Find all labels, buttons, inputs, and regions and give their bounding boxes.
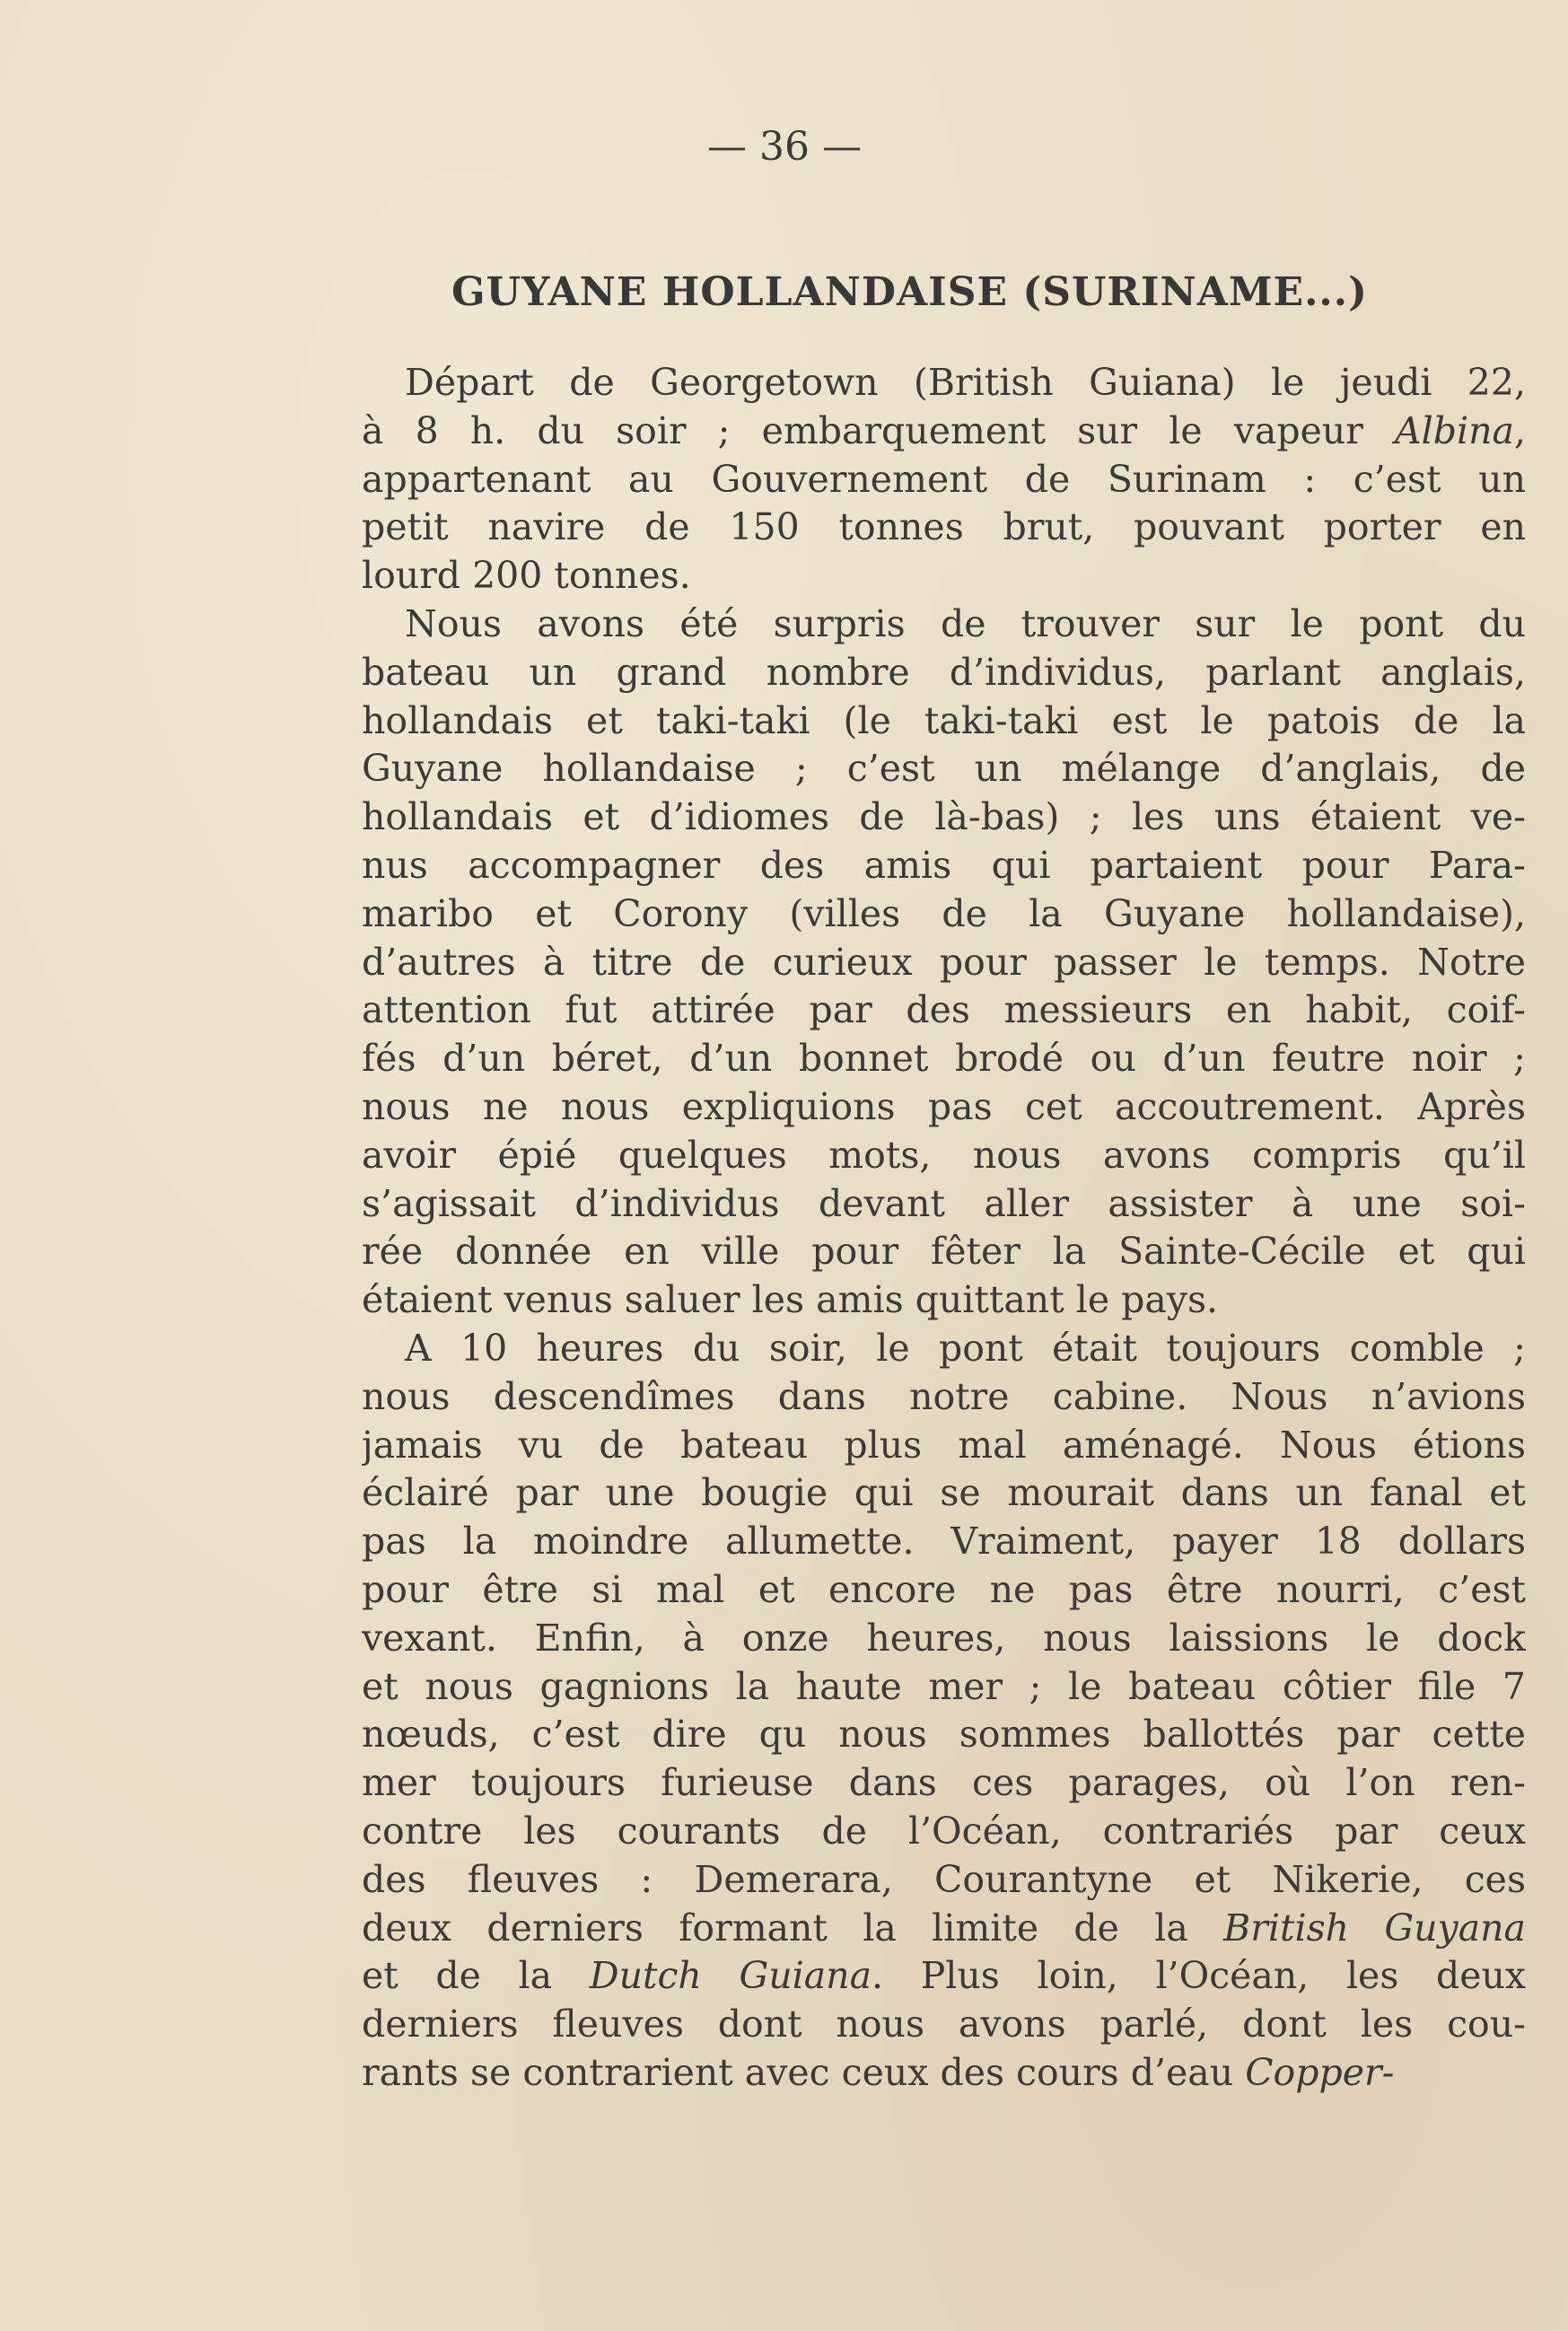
text-segment: pas la moindre allumette. Vraiment, payer 18 dollars bbox=[362, 1520, 1526, 1564]
body-text bbox=[362, 359, 1526, 2098]
text-line bbox=[362, 1469, 1526, 1518]
text-line bbox=[362, 1518, 1526, 1566]
text-segment: attention fut attirée par des messieurs en habit, coif- bbox=[362, 988, 1526, 1032]
text-line bbox=[362, 359, 1526, 407]
text-segment: Guyane hollandaise ; c’est un mélange d’anglais, de bbox=[362, 747, 1526, 791]
text-line bbox=[362, 745, 1526, 793]
text-segment: hollandais et d’idiomes de là-bas) ; les uns étaient ve- bbox=[362, 795, 1526, 839]
text-line bbox=[362, 1663, 1526, 1712]
text-segment: vexant. Enfin, à onze heures, nous laissions le dock bbox=[362, 1616, 1526, 1660]
text-segment: Départ de Georgetown (British Guiana) le jeudi 22, bbox=[405, 361, 1526, 404]
text-line bbox=[362, 552, 1526, 600]
text-segment: à 8 h. du soir ; embarquement sur le vapeur bbox=[362, 408, 1396, 452]
text-line bbox=[362, 2001, 1526, 2049]
text-segment: des fleuves : Demerara, Courantyne et Nikerie, ces bbox=[362, 1857, 1526, 1901]
text-segment: A 10 heures du soir, le pont était toujours comble ; bbox=[405, 1326, 1526, 1370]
text-line bbox=[362, 2049, 1526, 2098]
text-line bbox=[362, 1952, 1526, 2001]
text-segment: et nous gagnions la haute mer ; le bateau côtier file 7 bbox=[362, 1664, 1526, 1708]
text-segment: fés d’un béret, d’un bonnet brodé ou d’un feutre noir ; bbox=[362, 1037, 1526, 1081]
text-segment: étaient venus saluer les amis quittant le pays. bbox=[362, 1278, 1219, 1322]
text-segment: avoir épié quelques mots, nous avons compris qu’il bbox=[362, 1133, 1526, 1177]
text-line bbox=[362, 1759, 1526, 1808]
text-line bbox=[362, 456, 1526, 504]
text-line bbox=[362, 1856, 1526, 1905]
text-segment: éclairé par une bougie qui se mourait dans un fanal et bbox=[362, 1471, 1526, 1515]
italic-text: Dutch Guiana bbox=[589, 1954, 872, 1998]
text-segment: contre les courants de l’Océan, contrariés par ceux bbox=[362, 1809, 1526, 1853]
text-segment: pour être si mal et encore ne pas être nourri, c’est bbox=[362, 1567, 1526, 1611]
text-segment: lourd 200 tonnes. bbox=[362, 554, 691, 598]
text-line bbox=[362, 1373, 1526, 1422]
text-segment: deux derniers formant la limite de la bbox=[362, 1906, 1224, 1950]
text-segment: d’autres à titre de curieux pour passer le temps. Notre bbox=[362, 940, 1526, 984]
italic-text: Copper- bbox=[1245, 2050, 1395, 2094]
text-segment: nous descendîmes dans notre cabine. Nous n’avions bbox=[362, 1374, 1526, 1418]
text-segment: nœuds, c’est dire qu nous sommes ballottés par cette bbox=[362, 1713, 1526, 1757]
page-number: — 36 — bbox=[707, 124, 862, 170]
text-line bbox=[362, 1035, 1526, 1083]
text-segment: nous ne nous expliquions pas cet accoutrement. Après bbox=[362, 1084, 1526, 1128]
text-line bbox=[362, 1132, 1526, 1180]
text-line bbox=[362, 1711, 1526, 1759]
text-line bbox=[362, 697, 1526, 746]
text-segment: appartenant au Gouvernement de Surinam : c’est un bbox=[362, 457, 1526, 501]
text-segment: . Plus loin, l’Océan, les deux bbox=[872, 1954, 1526, 1998]
text-segment: rée donnée en ville pour fêter la Sainte-Cécile et qui bbox=[362, 1230, 1526, 1274]
text-line bbox=[362, 986, 1526, 1035]
italic-text: Albina bbox=[1395, 408, 1514, 452]
text-line bbox=[362, 649, 1526, 697]
text-segment: Nous avons été surpris de trouver sur le pont du bbox=[405, 601, 1526, 645]
text-line bbox=[362, 890, 1526, 939]
text-segment: jamais vu de bateau plus mal aménagé. Nous étions bbox=[362, 1423, 1526, 1467]
text-line bbox=[362, 1422, 1526, 1470]
text-segment: bateau un grand nombre d’individus, parlant anglais, bbox=[362, 650, 1526, 694]
paragraph bbox=[362, 359, 1526, 600]
text-segment: hollandais et taki-taki (le taki-taki est le patois de la bbox=[362, 698, 1526, 742]
text-line bbox=[362, 842, 1526, 890]
text-line bbox=[362, 504, 1526, 552]
text-segment: et de la bbox=[362, 1954, 590, 1998]
text-segment: nus accompagner des amis qui partaient pour Para- bbox=[362, 843, 1526, 887]
text-segment: derniers fleuves dont nous avons parlé, dont les cou- bbox=[362, 2002, 1526, 2046]
text-segment: petit navire de 150 tonnes brut, pouvant porter en bbox=[362, 505, 1526, 549]
text-line bbox=[362, 1083, 1526, 1132]
text-segment: maribo et Corony (villes de la Guyane hollandaise), bbox=[362, 891, 1526, 935]
text-segment: mer toujours furieuse dans ces parages, où l’on ren- bbox=[362, 1761, 1526, 1805]
text-line bbox=[362, 600, 1526, 649]
text-segment: rants se contrarient avec ceux des cours d’eau bbox=[362, 2050, 1246, 2094]
text-line bbox=[362, 1905, 1526, 1953]
text-line bbox=[362, 1228, 1526, 1276]
text-segment: , bbox=[1513, 408, 1526, 452]
chapter-title: GUYANE HOLLANDAISE (SURINAME...) bbox=[451, 269, 1368, 315]
text-line bbox=[362, 1808, 1526, 1856]
paragraph bbox=[362, 600, 1526, 1325]
text-line bbox=[362, 793, 1526, 842]
paragraph bbox=[362, 1325, 1526, 2098]
text-line bbox=[362, 1566, 1526, 1615]
text-line bbox=[362, 1180, 1526, 1229]
text-segment: s’agissait d’individus devant aller assister à une soi- bbox=[362, 1181, 1526, 1225]
text-line bbox=[362, 939, 1526, 987]
text-line bbox=[362, 407, 1526, 456]
text-line bbox=[362, 1276, 1526, 1325]
text-line bbox=[362, 1325, 1526, 1373]
italic-text: British Guyana bbox=[1223, 1906, 1526, 1950]
text-line bbox=[362, 1615, 1526, 1663]
